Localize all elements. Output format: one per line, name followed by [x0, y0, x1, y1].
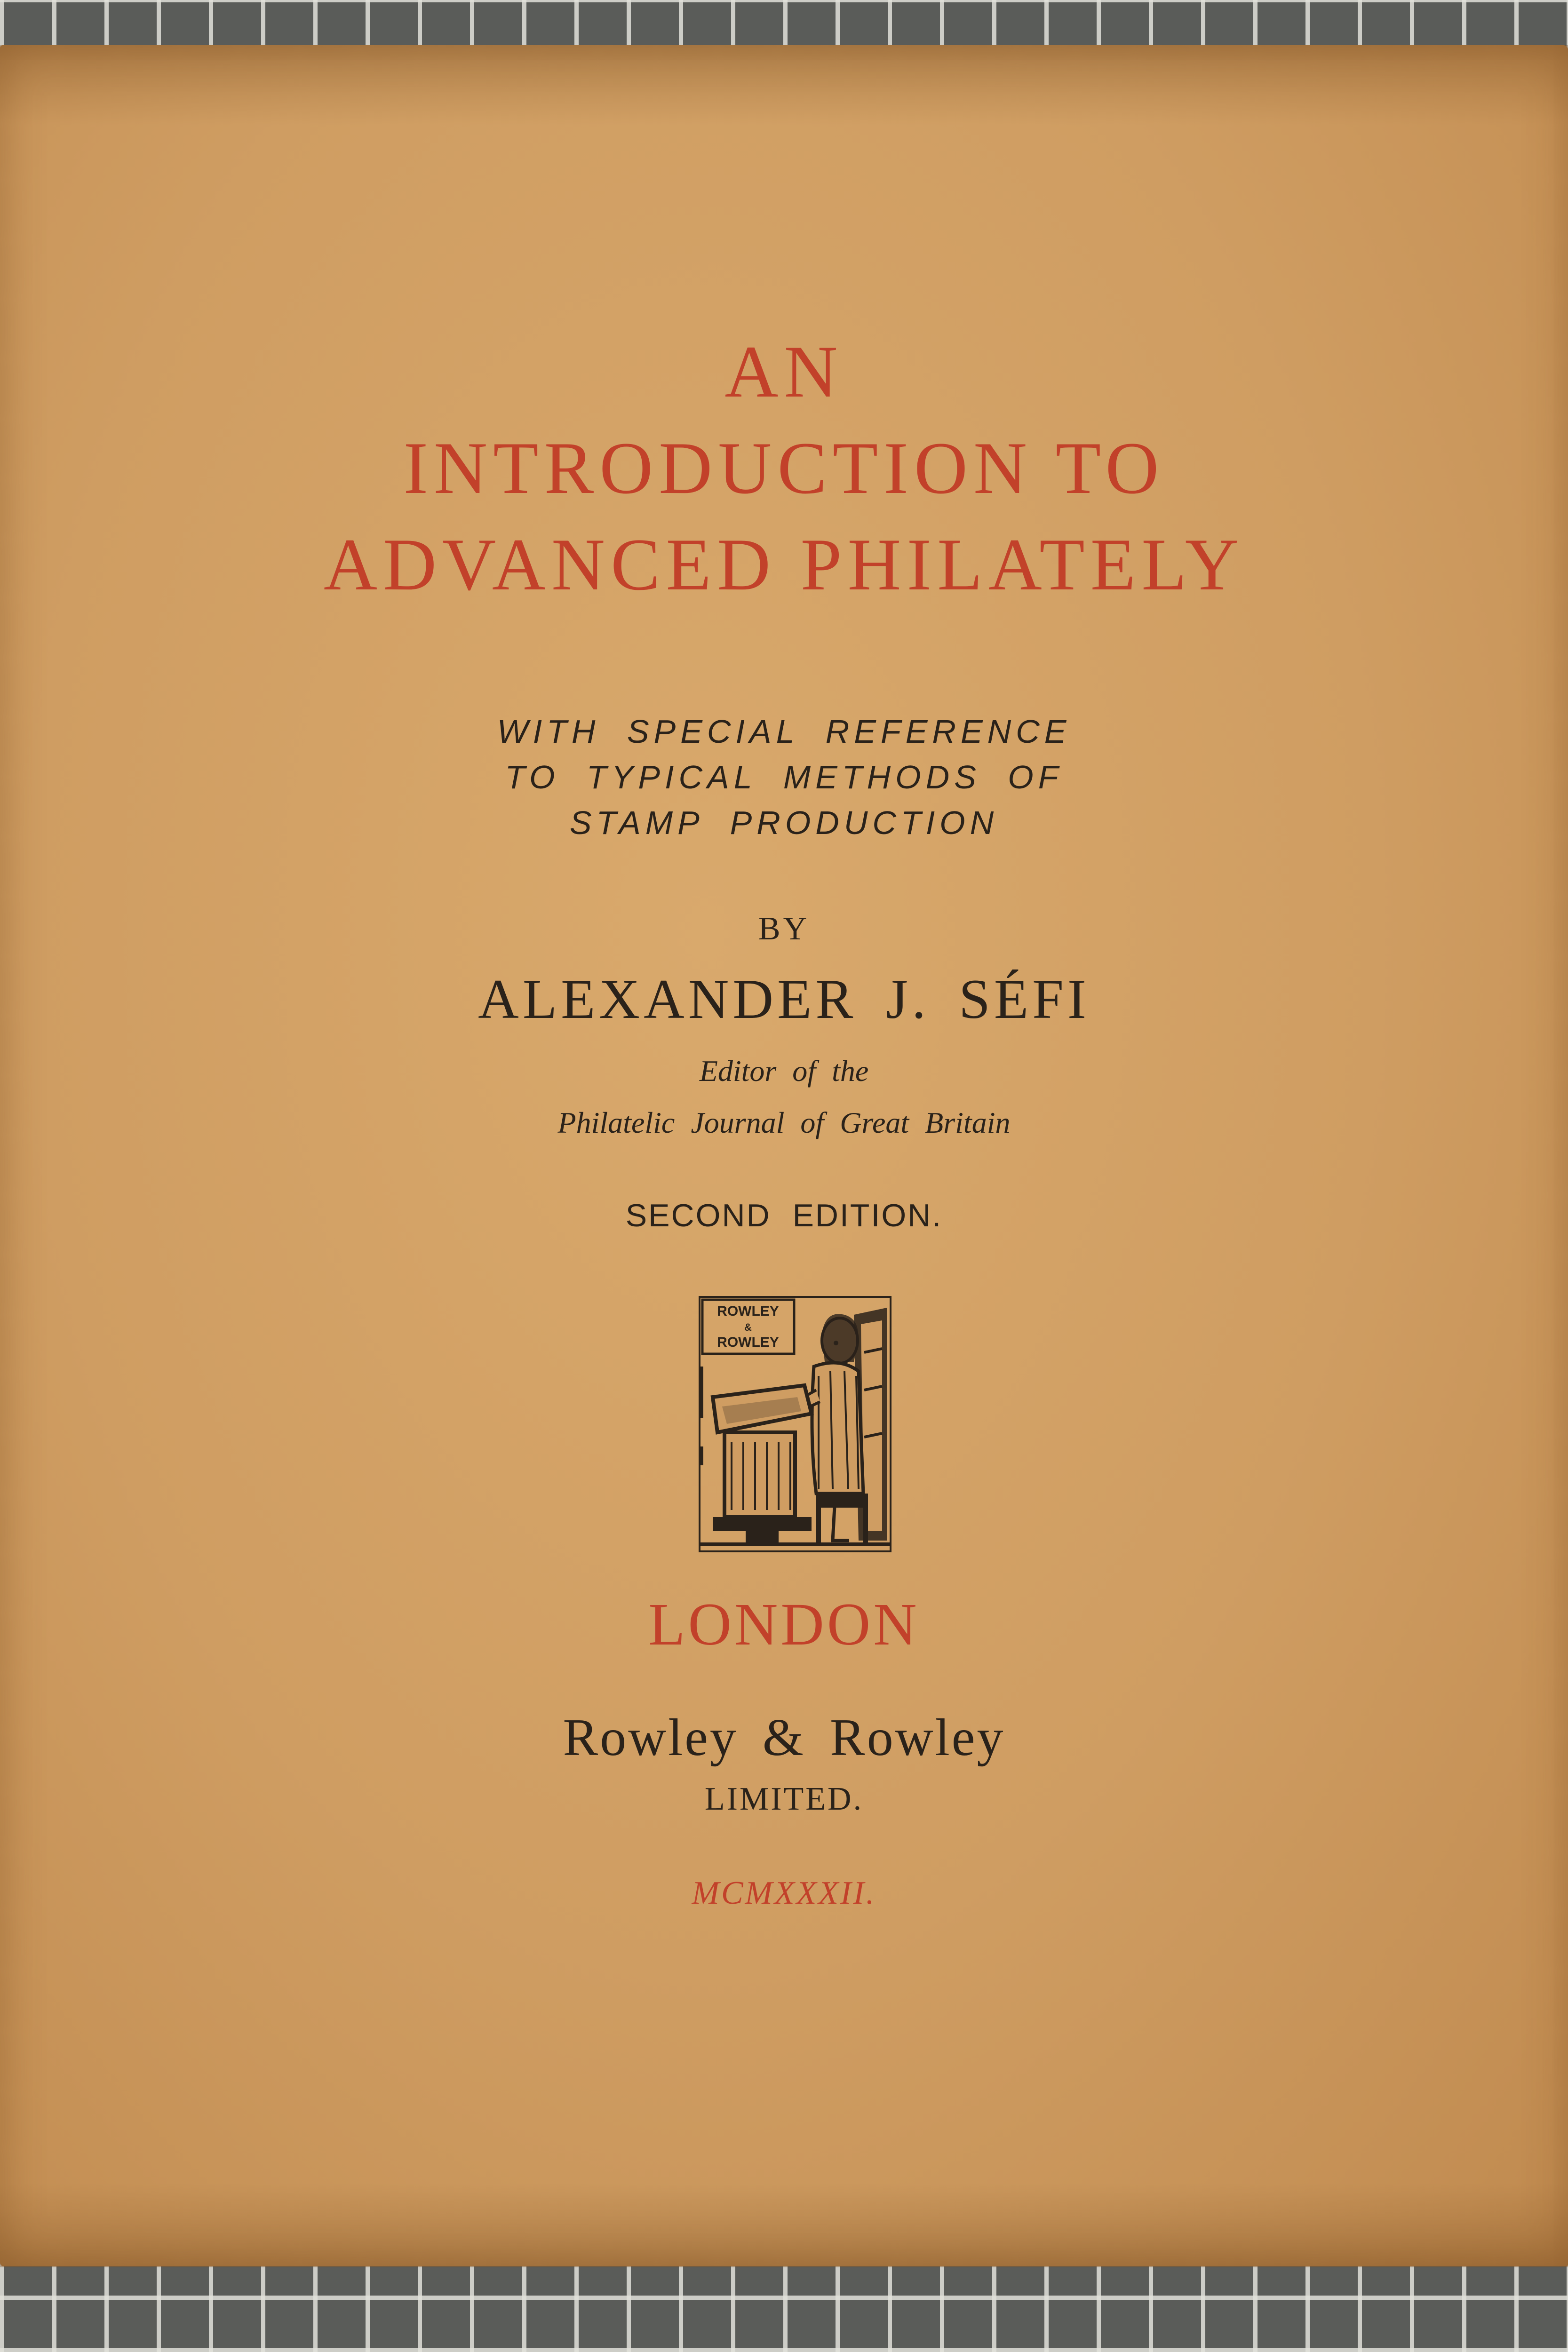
subtitle-line-1: WITH SPECIAL REFERENCE	[497, 713, 1071, 750]
publisher-name: Rowley & Rowley	[563, 1708, 1005, 1767]
top-fold-crease	[0, 45, 1568, 125]
author-name: ALEXANDER J. SÉFI	[478, 968, 1090, 1030]
device-text-2: &	[744, 1321, 752, 1333]
device-text-3: ROWLEY	[717, 1335, 779, 1350]
publication-year: MCMXXXII.	[692, 1875, 876, 1911]
bottom-fold-crease	[0, 2183, 1568, 2267]
title-line-3: ADVANCED PHILATELY	[323, 524, 1245, 606]
author-role-line-1: Editor of the	[699, 1054, 869, 1088]
publisher-suffix: LIMITED.	[704, 1781, 864, 1817]
title-line-2: INTRODUCTION TO	[403, 427, 1165, 509]
device-text-1: ROWLEY	[717, 1303, 779, 1319]
edition-label: SECOND EDITION.	[625, 1198, 943, 1233]
publisher-device-woodcut	[699, 1296, 891, 1552]
author-role-line-2: Philatelic Journal of Great Britain	[557, 1106, 1011, 1139]
subtitle-line-2: TO TYPICAL METHODS OF	[505, 759, 1063, 795]
subtitle-line-3: STAMP PRODUCTION	[569, 804, 999, 841]
by-line: BY	[758, 911, 810, 947]
publisher-city: LONDON	[648, 1591, 920, 1658]
title-line-1: AN	[724, 331, 844, 413]
